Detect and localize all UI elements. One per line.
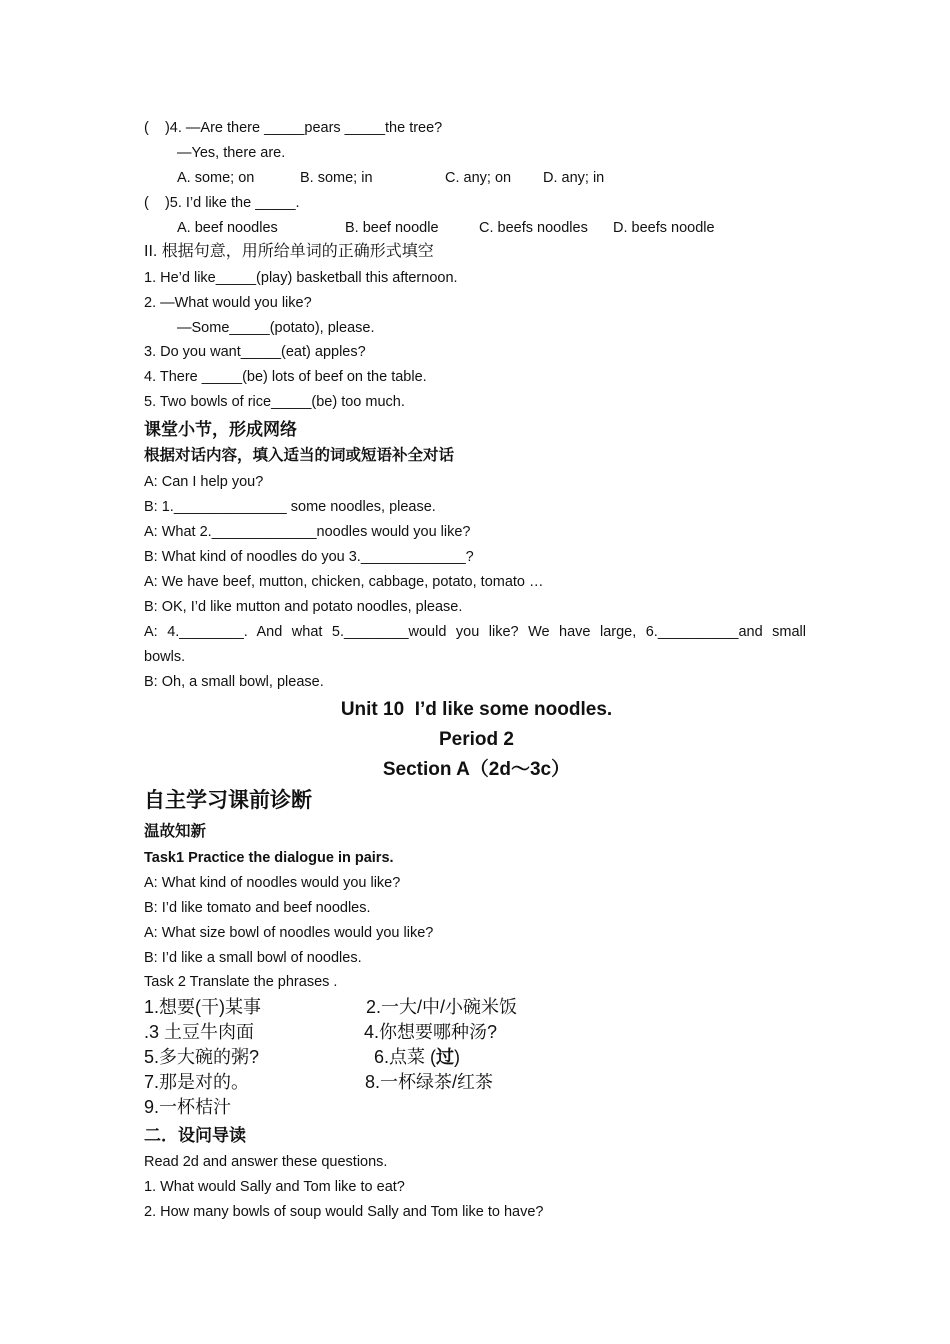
part2-item-2-reply: —Some_____(potato), please. (177, 320, 375, 336)
review-heading: 温故知新 (144, 823, 207, 840)
dialogue-line: B: OK, I’d like mutton and potato noodles, please. (144, 599, 463, 615)
question-4-reply: —Yes, there are. (177, 145, 286, 161)
dialogue-line: A: Can I help you? (144, 474, 264, 490)
option-a: A. beef noodles (177, 220, 278, 236)
task1-dialogue-line: A: What kind of noodles would you like? (144, 875, 401, 891)
phrase-6-text: 6.点菜 ( (374, 1047, 437, 1067)
phrase-3: .3 土豆牛肉面 (144, 1022, 255, 1042)
summary-subheading: 根据对话内容，填入适当的词或短语补全对话 (144, 447, 455, 464)
dialogue-line: A: We have beef, mutton, chicken, cabbage, potato, tomato … (144, 574, 544, 590)
phrase-4: 4.你想要哪种汤? (364, 1022, 498, 1042)
phrase-5: 5.多大碗的粥? (144, 1047, 260, 1067)
task1-title: Task1 Practice the dialogue in pairs. (144, 850, 394, 866)
guide-heading: 二．设问导读 (144, 1126, 246, 1145)
part2-item-1: 1. He’d like_____(play) basketball this afternoon. (144, 270, 458, 286)
option-a: A. some; on (177, 170, 255, 186)
guide-question-2: 2. How many bowls of soup would Sally and Tom like to have? (144, 1204, 544, 1220)
question-5: ( )5. I’d like the _____. (144, 195, 300, 211)
dialogue-line: A: 4.________. And what 5.________would you like? We have large, 6.__________and small (144, 624, 806, 640)
phrase-6 (374, 1046, 460, 1068)
task1-dialogue-line: B: I’d like a small bowl of noodles. (144, 950, 362, 966)
guide-intro: Read 2d and answer these questions. (144, 1154, 388, 1170)
phrase-8: 8.一杯绿茶/红茶 (365, 1072, 494, 1092)
phrase-9: 9.一杯桔汁 (144, 1097, 232, 1117)
dialogue-line: B: What kind of noodles do you 3._____________? (144, 549, 474, 565)
unit-title: Unit 10 I’d like some noodles. (340, 699, 613, 720)
option-d: D. any; in (543, 170, 605, 186)
task1-dialogue-line: B: I’d like tomato and beef noodles. (144, 900, 371, 916)
phrase-1: 1.想要(干)某事 (144, 997, 261, 1017)
option-c: C. any; on (445, 170, 512, 186)
option-b: B. some; in (300, 170, 373, 186)
phrase-6-bold: 过 (436, 1047, 455, 1067)
part2-item-5: 5. Two bowls of rice_____(be) too much. (144, 394, 405, 410)
summary-heading: 课堂小节，形成网络 (144, 420, 297, 439)
part2-item-3: 3. Do you want_____(eat) apples? (144, 344, 366, 360)
section-title: Section A（2d～3c） (382, 759, 571, 780)
dialogue-line: B: 1.______________ some noodles, please. (144, 499, 436, 515)
question-4: ( )4. —Are there _____pears _____the tree? (144, 120, 443, 136)
phrase-2: 2.一大/中/小碗米饭 (366, 997, 518, 1017)
option-c: C. beefs noodles (479, 220, 588, 236)
part2-item-4: 4. There _____(be) lots of beef on the table. (144, 369, 427, 385)
option-b: B. beef noodle (345, 220, 439, 236)
dialogue-line: bowls. (144, 649, 186, 665)
dialogue-line: A: What 2._____________noodles would you like? (144, 524, 471, 540)
period-title: Period 2 (439, 729, 514, 750)
task2-title: Task 2 Translate the phrases . (144, 974, 338, 990)
part2-heading: II. 根据句意，用所给单词的正确形式填空 (144, 243, 434, 260)
guide-question-1: 1. What would Sally and Tom like to eat? (144, 1179, 405, 1195)
self-study-heading: 自主学习课前诊断 (144, 789, 312, 812)
phrase-6-close: ) (454, 1047, 461, 1067)
part2-item-2: 2. —What would you like? (144, 295, 312, 311)
dialogue-line: B: Oh, a small bowl, please. (144, 674, 324, 690)
phrase-7: 7.那是对的。 (144, 1072, 250, 1092)
task1-dialogue-line: A: What size bowl of noodles would you like? (144, 925, 434, 941)
option-d: D. beefs noodle (613, 220, 715, 236)
